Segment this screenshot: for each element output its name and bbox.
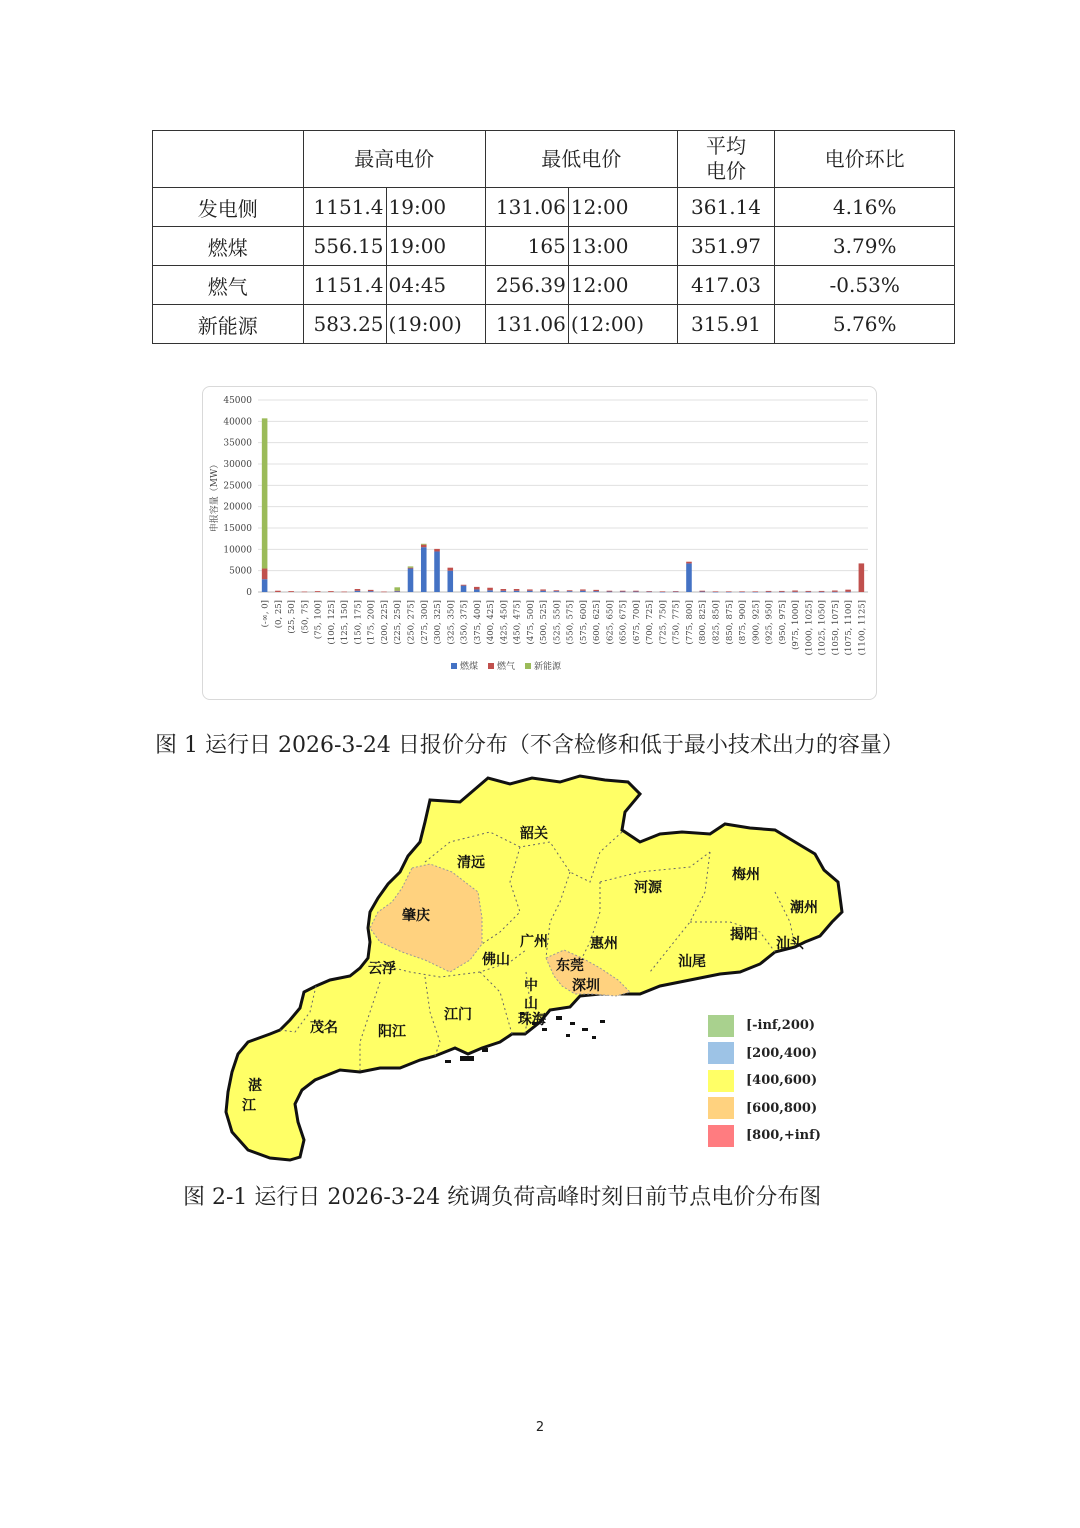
x-tick-label: (425, 450] (499, 600, 510, 645)
bar-segment (408, 568, 414, 569)
mom-cell: 3.79% (775, 227, 955, 266)
y-tick-label: 25000 (223, 481, 252, 492)
city-label-yangjiang: 阳江 (378, 1025, 406, 1040)
bar-segment (699, 591, 705, 592)
row-label: 发电侧 (153, 188, 304, 227)
legend-item (708, 1095, 821, 1123)
min-time-cell: 12:00 (568, 188, 677, 227)
bar-segment (447, 571, 453, 592)
max-price-cell: 1151.4 (303, 266, 386, 305)
city-label-heyuan: 河源 (634, 881, 662, 896)
bar-segment (381, 592, 387, 593)
min-time-cell: 12:00 (568, 266, 677, 305)
x-tick-label: (125, 150] (340, 600, 351, 645)
city-label-maoming: 茂名 (310, 1021, 338, 1036)
legend-swatch (488, 663, 494, 669)
bar-segment (394, 587, 400, 590)
min-price-cell: 131.06 (485, 188, 568, 227)
bar-segment (686, 562, 692, 564)
bar-chart-svg (203, 387, 878, 701)
bar-segment (527, 589, 533, 590)
y-tick-label: 35000 (223, 438, 252, 449)
bar-segment (580, 589, 586, 590)
bar-segment (368, 590, 374, 591)
mom-cell: 4.16% (775, 188, 955, 227)
bar-segment (580, 591, 586, 592)
x-tick-label: (950, 975] (777, 600, 788, 645)
max-time-cell: 04:45 (386, 266, 485, 305)
bar-segment (302, 592, 308, 593)
bar-segment (262, 579, 268, 592)
bar-segment (501, 591, 507, 592)
bar-segment (620, 592, 626, 593)
header-empty (153, 131, 304, 188)
bar-segment (540, 591, 546, 592)
table-row (153, 266, 955, 305)
bar-segment (646, 591, 652, 592)
x-tick-label: (1075, 1100] (844, 600, 855, 656)
bar-segment (832, 591, 838, 592)
bar-segment (328, 591, 334, 592)
legend-swatch (708, 1125, 734, 1147)
bar-segment (288, 591, 294, 592)
x-tick-label: (300, 325] (433, 600, 444, 645)
legend-label: 新能源 (534, 662, 562, 672)
bar-segment (766, 592, 772, 593)
min-price-cell: 131.06 (485, 305, 568, 344)
x-tick-label: (700, 725] (645, 600, 656, 645)
max-time-cell: 19:00 (386, 227, 485, 266)
bar-segment (421, 547, 427, 592)
bar-segment (262, 569, 268, 580)
city-label-qingyuan: 清远 (457, 856, 485, 871)
header-mom: 电价环比 (775, 131, 955, 188)
legend-label: [600,800) (746, 1100, 818, 1116)
price-summary-table (152, 130, 955, 344)
city-label-yunfu: 云浮 (368, 962, 396, 977)
x-tick-label: (400, 425] (486, 600, 497, 645)
avg-price-cell: 351.97 (677, 227, 775, 266)
city-label-zhanjiang-1: 湛 (248, 1079, 262, 1094)
bar-segment (567, 590, 573, 591)
y-tick-label: 30000 (223, 460, 252, 470)
city-label-shanwei: 汕尾 (678, 955, 706, 970)
x-tick-label: (0, 25] (273, 600, 284, 629)
bar-segment (487, 588, 493, 591)
bar-segment (474, 589, 480, 592)
min-time-cell: 13:00 (568, 227, 677, 266)
x-tick-label: (200, 225] (379, 600, 390, 645)
bar-segment (713, 591, 719, 592)
x-tick-label: (100, 125] (326, 600, 337, 645)
x-tick-label: (750, 775] (671, 600, 682, 645)
y-axis-title: 申报容量（MW） (210, 459, 220, 533)
bar-segment (461, 586, 467, 592)
legend-label: [800,+inf) (746, 1128, 821, 1144)
x-tick-label: (275, 300] (419, 600, 430, 645)
x-tick-label: (-∞, 0] (260, 600, 271, 628)
bar-segment (447, 568, 453, 571)
bar-segment (514, 591, 520, 592)
x-tick-label: (325, 350] (446, 600, 457, 645)
min-price-cell: 165 (485, 227, 568, 266)
city-label-meizhou: 梅州 (732, 868, 760, 883)
city-label-chaozhou: 潮州 (790, 901, 818, 916)
bar-segment (607, 592, 613, 593)
x-tick-label: (150, 175] (353, 600, 364, 645)
avg-price-cell: 417.03 (677, 266, 775, 305)
x-tick-label: (900, 925] (751, 600, 762, 645)
city-label-dongguan: 东莞 (556, 959, 584, 974)
x-tick-label: (800, 825] (698, 600, 709, 645)
bar-segment (408, 566, 414, 567)
min-price-cell: 256.39 (485, 266, 568, 305)
bar-segment (355, 591, 361, 592)
x-tick-label: (1000, 1025] (804, 600, 815, 656)
legend-swatch (708, 1015, 734, 1037)
bar-segment (514, 589, 520, 591)
city-label-zhongshan-2: 山 (524, 997, 538, 1012)
figure-1-caption: 图 1 运行日 2026-3-24 日报价分布（不含检修和低于最小技术出力的容量） (155, 733, 904, 758)
bar-segment (421, 545, 427, 548)
city-label-zhongshan-1: 中 (524, 979, 538, 994)
bar-segment (633, 591, 639, 592)
bar-segment (726, 591, 732, 592)
bar-segment (845, 592, 851, 593)
bar-segment (355, 589, 361, 591)
y-tick-label: 10000 (223, 545, 252, 556)
bar-segment (593, 590, 599, 591)
bar-segment (593, 591, 599, 592)
city-label-shantou: 汕头 (776, 937, 804, 952)
x-tick-label: (650, 675] (618, 600, 629, 645)
max-price-cell: 556.15 (303, 227, 386, 266)
legend-label: 燃气 (497, 662, 516, 672)
header-avg-price (677, 131, 775, 188)
bar-segment (819, 592, 825, 593)
city-label-zhaoqing: 肇庆 (402, 909, 430, 924)
legend-item (708, 1012, 821, 1040)
x-tick-label: (975, 1000] (791, 600, 802, 650)
city-label-foshan: 佛山 (482, 953, 510, 968)
legend-item (708, 1040, 821, 1068)
bar-segment (554, 591, 560, 592)
x-tick-label: (850, 875] (724, 600, 735, 645)
map-legend (708, 1012, 821, 1150)
header-avg-line2: 电价 (706, 159, 747, 183)
table-header-row (153, 131, 955, 188)
city-label-jiangmen: 江门 (444, 1008, 472, 1023)
bar-segment (368, 591, 374, 592)
legend-label: [400,600) (746, 1073, 818, 1089)
legend-label: [-inf,200) (746, 1018, 816, 1034)
x-tick-label: (625, 650] (605, 600, 616, 645)
bar-segment (806, 592, 812, 593)
x-tick-label: (675, 700] (631, 600, 642, 645)
page-number: 2 (535, 1420, 545, 1435)
row-label: 燃气 (153, 266, 304, 305)
city-label-zhanjiang-2: 江 (242, 1099, 256, 1114)
x-tick-label: (825, 850] (711, 600, 722, 645)
legend-swatch (451, 663, 457, 669)
mom-cell: 5.76% (775, 305, 955, 344)
bar-segment (739, 591, 745, 592)
city-label-shenzhen: 深圳 (572, 979, 600, 994)
y-tick-label: 45000 (223, 396, 252, 406)
x-tick-label: (725, 750] (658, 600, 669, 645)
bar-segment (527, 591, 533, 592)
bar-segment (845, 590, 851, 592)
city-label-huizhou: 惠州 (590, 937, 618, 952)
legend-swatch (708, 1097, 734, 1119)
x-tick-label: (875, 900] (738, 600, 749, 645)
x-tick-label: (25, 50] (287, 600, 298, 634)
legend-label: 燃煤 (460, 662, 479, 672)
bar-segment (421, 544, 427, 545)
x-tick-label: (525, 550] (552, 600, 563, 645)
bar-segment (408, 569, 414, 592)
x-tick-label: (225, 250] (393, 600, 404, 645)
row-label: 新能源 (153, 305, 304, 344)
header-avg-line1: 平均 (706, 134, 747, 158)
legend-label: [200,400) (746, 1045, 818, 1061)
max-time-cell: 19:00 (386, 188, 485, 227)
bar-segment (832, 592, 838, 593)
bar-segment (673, 591, 679, 592)
x-tick-label: (1025, 1050] (817, 600, 828, 656)
bar-segment (461, 585, 467, 586)
x-tick-label: (1050, 1075] (830, 600, 841, 656)
mom-cell: -0.53% (775, 266, 955, 305)
bar-segment (660, 591, 666, 592)
x-tick-label: (500, 525] (539, 600, 550, 645)
legend-swatch (525, 663, 531, 669)
legend-swatch (708, 1070, 734, 1092)
x-tick-label: (350, 375] (459, 600, 470, 645)
bar-segment (540, 589, 546, 590)
bar-segment (686, 563, 692, 592)
bar-segment (315, 591, 321, 592)
max-time-cell: (19:00) (386, 305, 485, 344)
bar-segment (501, 589, 507, 591)
x-tick-label: (75, 100] (313, 600, 324, 640)
bar-segment (275, 591, 281, 592)
bar-segment (554, 590, 560, 591)
bar-segment (792, 592, 798, 593)
bar-segment (806, 591, 812, 592)
y-tick-label: 0 (246, 588, 252, 598)
bar-segment (779, 592, 785, 593)
legend-item (708, 1067, 821, 1095)
bar-segment (633, 592, 639, 593)
bar-segment (487, 590, 493, 592)
x-tick-label: (925, 950] (764, 600, 775, 645)
x-tick-label: (175, 200] (366, 600, 377, 645)
max-price-cell: 583.25 (303, 305, 386, 344)
x-tick-label: (375, 400] (472, 600, 483, 645)
figure-2-caption: 图 2-1 运行日 2026-3-24 统调负荷高峰时刻日前节点电价分布图 (183, 1185, 822, 1210)
bar-segment (434, 549, 440, 552)
table-row (153, 305, 955, 344)
y-tick-label: 15000 (223, 524, 252, 534)
x-tick-label: (50, 75] (300, 600, 311, 634)
bar-segment (752, 591, 758, 592)
min-time-cell: (12:00) (568, 305, 677, 344)
bar-segment (766, 591, 772, 592)
x-tick-label: (250, 275] (406, 600, 417, 645)
avg-price-cell: 361.14 (677, 188, 775, 227)
city-label-guangzhou: 广州 (520, 935, 548, 950)
city-label-shaoguan: 韶关 (520, 827, 548, 842)
x-tick-label: (575, 600] (578, 600, 589, 645)
x-tick-label: (475, 500] (525, 600, 536, 645)
bar-segment (567, 591, 573, 592)
legend-swatch (708, 1042, 734, 1064)
x-tick-label: (1100, 1125] (857, 600, 868, 656)
bid-distribution-chart (202, 386, 877, 700)
bar-segment (341, 592, 347, 593)
city-label-zhuhai: 珠海 (518, 1013, 546, 1028)
table-row (153, 188, 955, 227)
bar-segment (620, 591, 626, 592)
bar-segment (699, 592, 705, 593)
bar-segment (394, 591, 400, 592)
y-tick-label: 5000 (229, 566, 252, 577)
bar-segment (262, 418, 268, 568)
max-price-cell: 1151.4 (303, 188, 386, 227)
x-tick-label: (450, 475] (512, 600, 523, 645)
bar-segment (607, 591, 613, 592)
bar-segment (859, 563, 865, 592)
header-min-price: 最低电价 (485, 131, 677, 188)
y-tick-label: 20000 (223, 502, 252, 513)
legend-item (708, 1122, 821, 1150)
bar-segment (434, 551, 440, 592)
avg-price-cell: 315.91 (677, 305, 775, 344)
row-label: 燃煤 (153, 227, 304, 266)
city-label-jieyang: 揭阳 (730, 928, 758, 943)
bar-segment (474, 587, 480, 590)
x-tick-label: (775, 800] (684, 600, 695, 645)
header-max-price: 最高电价 (303, 131, 485, 188)
bar-segment (779, 591, 785, 592)
x-tick-label: (600, 625] (592, 600, 603, 645)
bar-segment (819, 591, 825, 592)
bar-segment (792, 591, 798, 592)
table-row (153, 227, 955, 266)
x-tick-label: (550, 575] (565, 600, 576, 645)
y-tick-label: 40000 (223, 417, 252, 428)
